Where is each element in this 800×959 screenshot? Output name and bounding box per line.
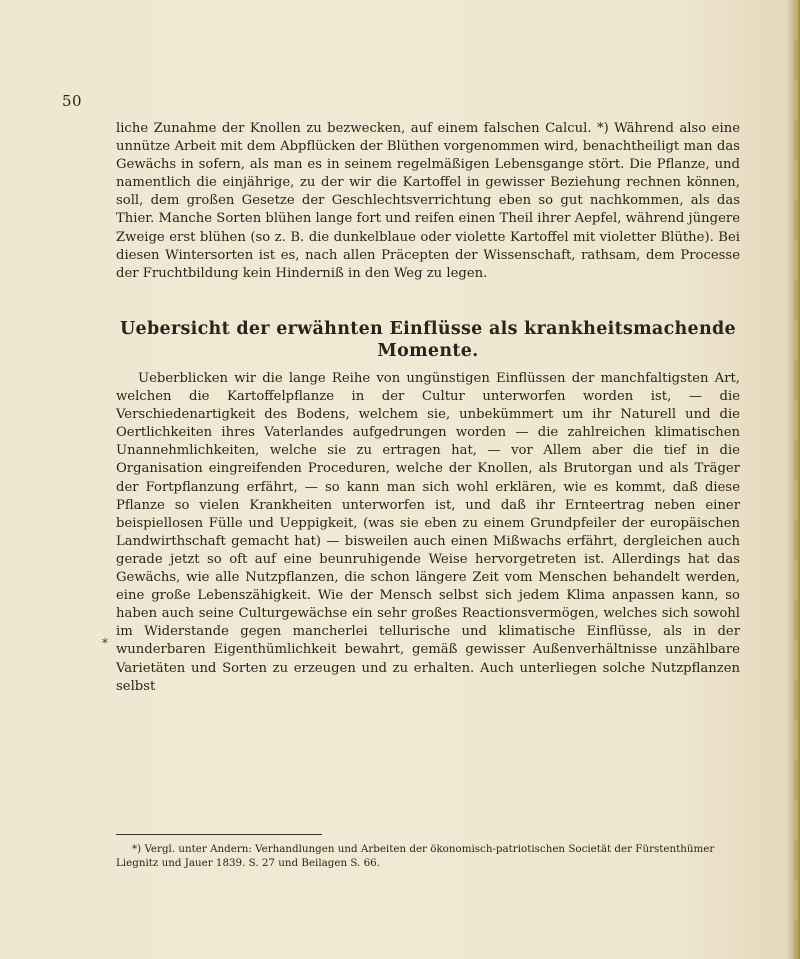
section-heading: [116, 318, 740, 362]
paragraph-1: liche Zunahme der Knollen zu bezwecken, auf einem falschen Calcul. *) Während also eine unnütze Arbeit mit dem Abpflücken der Blüthen vorgenommen wird, benachtheiligt man das Gewächs in sofern, als man es in seinem regelmäßigen Lebensgange stört. Die Pflanze, und namentlich die einjährige, zu der wir die Kartoffel in gewisser Beziehung rechnen können, soll, dem großen Gesetze der Geschlechtsverrichtung eben so gut nachkommen, als das Thier. Manche Sorten blühen lange fort und reifen einen Theil ihrer Aepfel, während jüngere Zweige erst blühen (so z. B. die dunkelblaue oder violette Kartoffel mit violetter Blüthe). Bei diesen Wintersorten ist es, nach allen Präcepten der Wissenschaft, rathsam, dem Processe der Fruchtbildung kein Hinderniß in den Weg zu legen.: [116, 121, 740, 281]
footnote: *) Vergl. unter Andern: Verhandlungen und Arbeiten der ökonomisch-patriotischen Societät der Fürstenthümer Liegnitz und Jauer 1839. S. 27 und Beilagen S. 66.: [116, 843, 715, 869]
paragraph-2: Ueberblicken wir die lange Reihe von ungünstigen Einflüssen der manchfaltigsten Art, welchen die Kartoffelpflanze in der Cultur unterworfen worden ist, — die Verschiedenartigkeit des Bodens, welchem sie, unbekümmert um ihr Naturell und die Oertlichkeiten ihres Vaterlandes aufgedrungen worden — die zahlreichen klimatischen Unannehmlichkeiten, welche sie zu ertragen hat, — vor Allem aber die tief in die Organisation eingreifenden Proceduren, welche der Knollen, als Brutorgan und als Träger der Fortpflanzung erfährt, — so kann man sich wohl erklären, wie es kommt, daß diese Pflanze so vielen Krankheiten unterworfen ist, und daß ihr Ernteertrag neben einer beispiellosen Fülle und Ueppigkeit, (was sie eben zu einem Grundpfeiler der europäischen Landwirthschaft gemacht hat) — bisweilen auch einen Mißwachs erfährt, dergleichen auch gerade jetzt so oft auf eine beunruhigende Weise hervorgetreten ist. Allerdings hat das Gewächs, wie alle Nutzpflanzen, die schon längere Zeit vom Menschen behandelt werden, eine große Lebenszähigkeit. Wie der Mensch selbst sich jedem Klima anpassen kann, so haben auch seine Culturgewächse ein sehr großes Reactionsvermögen, welches sich sowohl im Widerstande gegen mancherlei tellurische und klimatische Einflüsse, als in der wunderbaren Eigenthümlichkeit bewahrt, gemäß gewisser Außenverhältnisse unzählbare Varietäten und Sorten zu erzeugen und zu erhalten. Auch unterliegen solche Nutzpflanzen selbst: [116, 371, 740, 694]
margin-mark: *: [102, 636, 108, 650]
footnote-separator: [116, 834, 322, 835]
heading-line-2: Momente.: [377, 341, 479, 361]
heading-line-1: Uebersicht der erwähnten Einflüsse als krankheitsmachende: [120, 319, 736, 339]
page-number: 50: [62, 92, 83, 110]
binding-strip: [794, 0, 798, 959]
